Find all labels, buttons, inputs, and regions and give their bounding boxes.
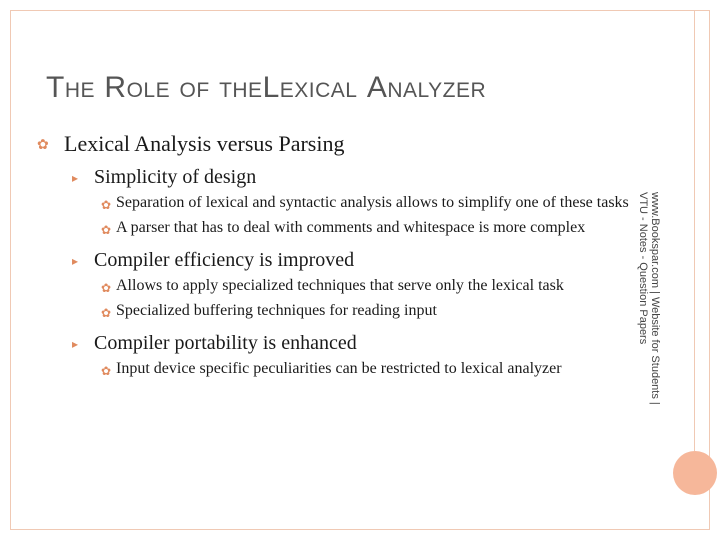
list-item: A parser that has to deal with comments and whitespace is more complex xyxy=(116,219,586,236)
section-heading-efficiency: Compiler efficiency is improved xyxy=(94,249,355,271)
gear-bullet-icon: ✿ xyxy=(37,138,49,153)
arrow-bullet-icon: ▸ xyxy=(72,171,79,185)
section-heading-portability: Compiler portability is enhanced xyxy=(94,332,357,354)
gear-bullet-icon: ✿ xyxy=(101,306,112,320)
side-watermark: www.Bookspar.com | Website for Students | VTU - Notes - Question Papers xyxy=(637,192,661,405)
gear-bullet-icon: ✿ xyxy=(101,281,112,295)
list-item: Input device specific peculiarities can be restricted to lexical analyzer xyxy=(116,360,562,377)
list-item: Allows to apply specialized techniques that serve only the lexical task xyxy=(116,277,564,294)
gear-bullet-icon: ✿ xyxy=(101,198,112,212)
decorative-circle xyxy=(673,451,717,495)
arrow-bullet-icon: ▸ xyxy=(72,254,79,268)
side-divider xyxy=(694,11,695,451)
level1-heading: Lexical Analysis versus Parsing xyxy=(64,131,345,156)
section-heading-simplicity: Simplicity of design xyxy=(94,166,257,188)
slide-title: THE ROLE OF THELEXICAL ANALYZER xyxy=(46,71,487,104)
list-item: Specialized buffering techniques for reading input xyxy=(116,302,437,319)
gear-bullet-icon: ✿ xyxy=(101,223,112,237)
gear-bullet-icon: ✿ xyxy=(101,364,112,378)
list-item: Separation of lexical and syntactic analysis allows to simplify one of these tasks xyxy=(116,194,629,211)
arrow-bullet-icon: ▸ xyxy=(72,337,79,351)
